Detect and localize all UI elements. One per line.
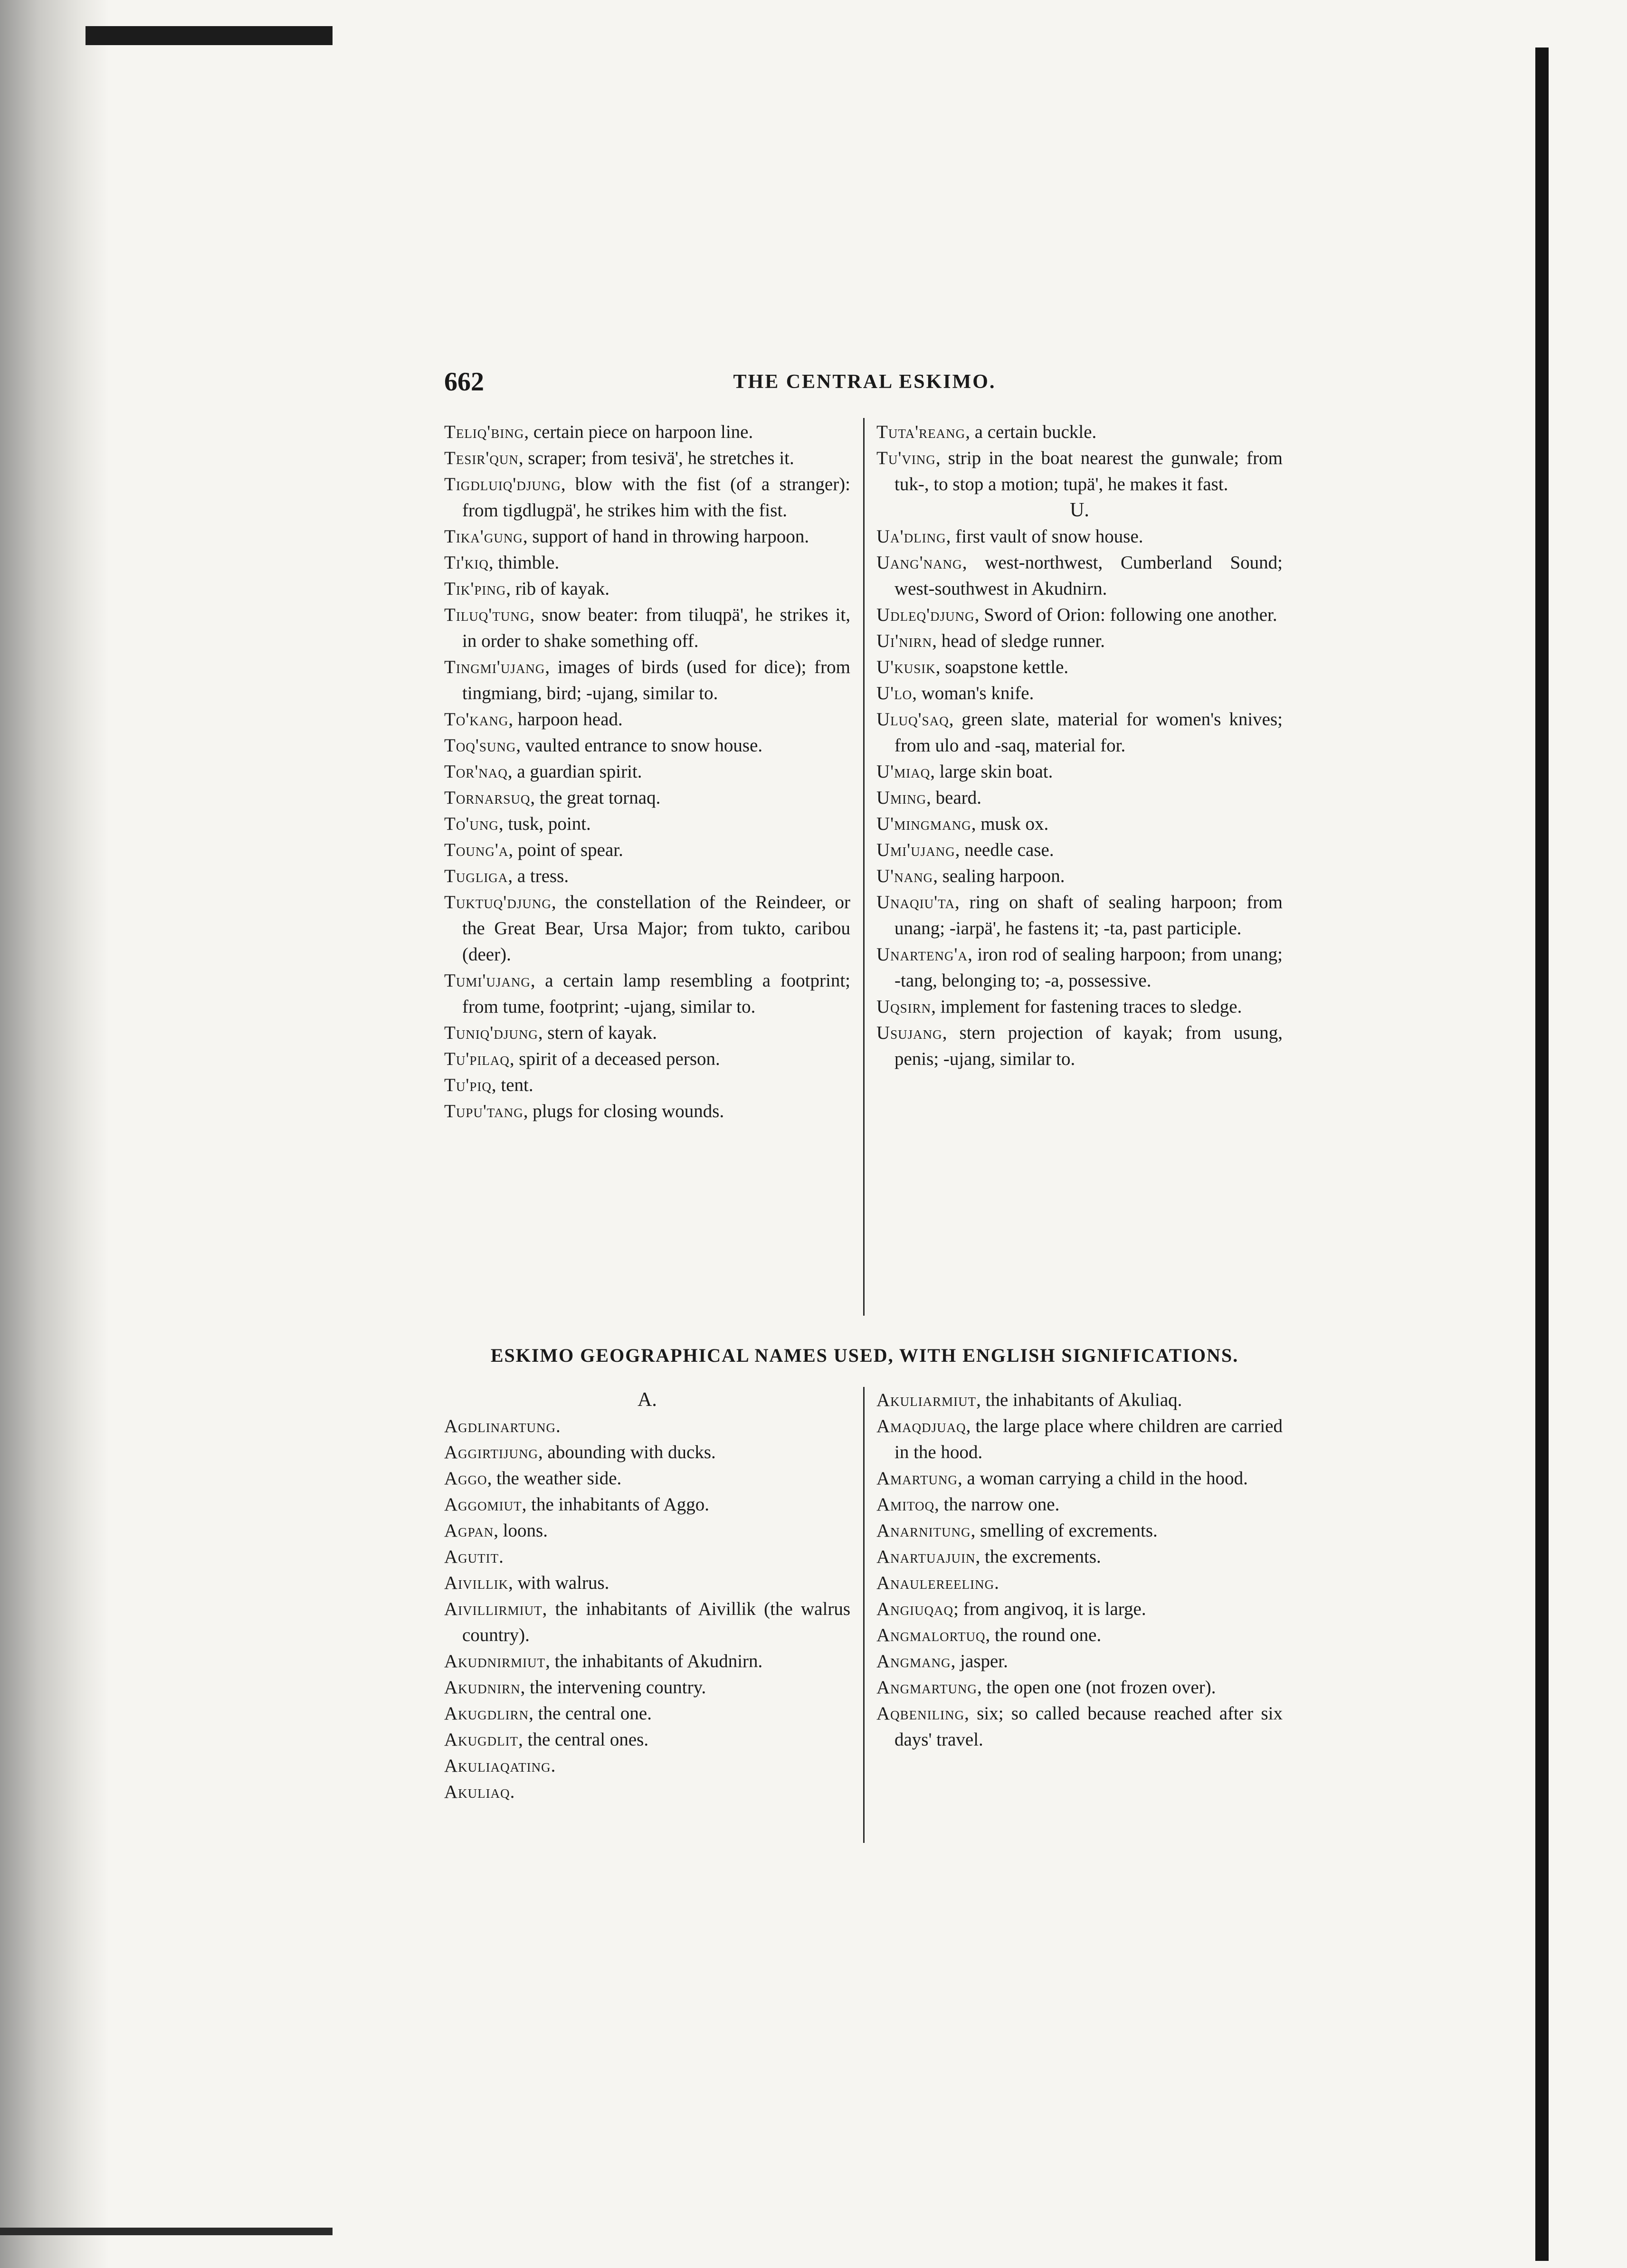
entry-definition: , the intervening country. (520, 1677, 706, 1698)
entry-definition: , point of spear. (508, 840, 623, 860)
entry-definition: , blow with the fist (of a stranger): from tigdlugpä', he strikes him with the fist. (462, 474, 850, 521)
geo-names-right-column (876, 1387, 1283, 1753)
entry-definition: , the inhabitants of Aivillik (the walrus country). (462, 1599, 850, 1645)
entry-definition: , a guardian spirit. (507, 761, 642, 782)
entry-definition: , implement for fastening traces to sledge. (931, 996, 1242, 1017)
dictionary-entry (444, 1700, 850, 1727)
dictionary-entry (444, 785, 850, 811)
entry-headword: Tu'piq (444, 1075, 492, 1095)
dictionary-entry (444, 1544, 850, 1570)
entry-headword: Tuta'reang (876, 422, 966, 442)
dictionary-entry (876, 785, 1283, 811)
dictionary-entry (444, 1098, 850, 1124)
dictionary-entry (444, 576, 850, 602)
entry-definition: , the round one. (985, 1625, 1102, 1645)
entry-definition: . (556, 1416, 561, 1436)
dictionary-entry (444, 706, 850, 732)
entry-headword: Anartuajuin (876, 1547, 976, 1567)
dictionary-entry (444, 889, 850, 968)
dictionary-entry (444, 550, 850, 576)
dictionary-entry (444, 1779, 850, 1805)
entry-definition: , support of hand in throwing harpoon. (523, 526, 809, 547)
entry-definition: . (551, 1756, 556, 1776)
entry-definition: , the inhabitants of Aggo. (522, 1494, 709, 1515)
dictionary-entry (876, 1570, 1283, 1596)
entry-definition: , soapstone kettle. (935, 657, 1069, 677)
dictionary-entry (876, 837, 1283, 863)
page-header (444, 367, 1285, 400)
dictionary-entry (876, 419, 1283, 445)
entry-definition: , abounding with ducks. (538, 1442, 716, 1462)
dictionary-entry (876, 1674, 1283, 1700)
entry-headword: Tingmi'ujang (444, 657, 545, 677)
dictionary-entry (444, 523, 850, 550)
letter-heading-a: A. (637, 1389, 657, 1411)
entry-definition: , a certain buckle. (965, 422, 1097, 442)
dictionary-entry (876, 602, 1283, 628)
entry-headword: Anarnitung (876, 1520, 971, 1541)
entry-definition: , with walrus. (508, 1573, 609, 1593)
dictionary-entry (876, 680, 1283, 706)
dictionary-entry (876, 1622, 1283, 1648)
entry-headword: Udleq'djung (876, 605, 975, 625)
entry-definition: , green slate, material for women's knives; from ulo and -saq, material for. (894, 709, 1283, 756)
entry-headword: Amaqdjuaq (876, 1416, 966, 1436)
dictionary-entry (876, 941, 1283, 994)
entry-headword: Angmang (876, 1651, 951, 1671)
entry-definition: , a woman carrying a child in the hood. (958, 1468, 1248, 1489)
dictionary-entry (444, 1727, 850, 1753)
dictionary-entry (444, 968, 850, 1020)
entry-definition: , jasper. (951, 1651, 1008, 1671)
entry-definition: , snow beater: from tiluqpä', he strikes it, in order to shake something off. (462, 605, 850, 651)
entry-headword: Tiluq'tung (444, 605, 530, 625)
entry-headword: Ua'dling (876, 526, 946, 547)
entry-definition: , large skin boat. (930, 761, 1053, 782)
entry-headword: Toung'a (444, 840, 509, 860)
scan-top-bar (86, 26, 333, 45)
entry-definition: , stern of kayak. (538, 1023, 657, 1043)
entry-headword: Tumi'ujang (444, 970, 531, 991)
entry-definition: , the open one (not frozen over). (977, 1677, 1216, 1698)
running-title: THE CENTRAL ESKIMO. (733, 371, 996, 393)
vocabulary-right-column (876, 419, 1283, 1072)
entry-definition: , the central one. (529, 1703, 652, 1724)
dictionary-entry (444, 1570, 850, 1596)
dictionary-entry (444, 1413, 850, 1439)
dictionary-entry (444, 1020, 850, 1046)
entry-headword: Tu'pilaq (444, 1049, 510, 1069)
entry-definition: , loons. (494, 1520, 548, 1541)
entry-definition: , harpoon head. (508, 709, 623, 730)
dictionary-entry (876, 1544, 1283, 1570)
entry-definition: , scraper; from tesivä', he stretches it. (518, 448, 794, 468)
entry-definition: , a certain lamp resembling a footprint; from tume, footprint; -ujang, similar to. (462, 970, 850, 1017)
dictionary-entry (444, 811, 850, 837)
dictionary-entry (876, 1020, 1283, 1072)
entry-headword: Unarteng'a (876, 944, 968, 965)
dictionary-entry (876, 1465, 1283, 1491)
entry-definition: , certain piece on harpoon line. (524, 422, 753, 442)
entry-definition: , the narrow one. (934, 1494, 1060, 1515)
section-title: ESKIMO GEOGRAPHICAL NAMES USED, WITH ENGLISH SIGNIFICATIONS. (490, 1345, 1239, 1366)
entry-headword: U'nang (876, 866, 933, 886)
dictionary-entry (876, 523, 1283, 550)
entry-headword: Uming (876, 788, 927, 808)
dictionary-entry (876, 1648, 1283, 1674)
entry-definition: , woman's knife. (912, 683, 1034, 703)
entry-headword: Uang'nang (876, 552, 962, 573)
entry-definition: , Sword of Orion: following one another. (974, 605, 1277, 625)
entry-headword: Amitoq (876, 1494, 935, 1515)
entry-headword: Akuliarmiut (876, 1390, 977, 1410)
entry-headword: Aqbeniling (876, 1703, 965, 1724)
entry-headword: Aivillirmiut (444, 1599, 542, 1619)
entry-headword: Tor'naq (444, 761, 508, 782)
entry-definition: , sealing harpoon. (933, 866, 1065, 886)
entry-headword: Agutit (444, 1547, 499, 1567)
dictionary-entry (876, 1700, 1283, 1753)
entry-headword: Aivillik (444, 1573, 509, 1593)
entry-headword: Ui'nirn (876, 631, 932, 651)
page-number: 662 (444, 367, 484, 397)
entry-headword: Uluq'saq (876, 709, 949, 730)
dictionary-entry (444, 1439, 850, 1465)
entry-headword: Akudnirmiut (444, 1651, 546, 1671)
dictionary-entry (876, 889, 1283, 941)
entry-headword: Tuktuq'djung (444, 892, 552, 912)
dictionary-entry (876, 1387, 1283, 1413)
entry-definition: , the central ones. (518, 1729, 649, 1750)
dictionary-entry (444, 1046, 850, 1072)
entry-headword: Toq'sung (444, 735, 516, 756)
entry-definition: , six; so called because reached after six days' travel. (894, 1703, 1283, 1750)
entry-headword: Tugliga (444, 866, 508, 886)
entry-definition: , stern projection of kayak; from usung, penis; -ujang, similar to. (894, 1023, 1283, 1069)
dictionary-entry (444, 837, 850, 863)
entry-headword: Angmartung (876, 1677, 978, 1698)
entry-definition: , needle case. (955, 840, 1054, 860)
entry-definition: , smelling of excrements. (970, 1520, 1158, 1541)
dictionary-entry (444, 1753, 850, 1779)
dictionary-entry (444, 1465, 850, 1491)
entry-definition: , images of birds (used for dice); from tingmiang, bird; -ujang, similar to. (462, 657, 850, 703)
entry-headword: U'miaq (876, 761, 931, 782)
entry-definition: , strip in the boat nearest the gunwale; from tuk-, to stop a motion; tupä', he makes it fast. (894, 448, 1283, 494)
entry-headword: Tuniq'djung (444, 1023, 538, 1043)
entry-definition: , the excrements. (975, 1547, 1101, 1567)
dictionary-entry (444, 863, 850, 889)
entry-definition: , west-northwest, Cumberland Sound; west-southwest in Akudnirn. (894, 552, 1283, 599)
dictionary-entry (444, 1596, 850, 1648)
entry-headword: Tornarsuq (444, 788, 531, 808)
dictionary-entry (444, 1648, 850, 1674)
geo-names-left-column (444, 1387, 850, 1805)
entry-headword: To'ung (444, 814, 499, 834)
entry-definition: , the great tornaq. (530, 788, 661, 808)
dictionary-entry (444, 471, 850, 523)
letter-heading-u: U. (1070, 499, 1089, 521)
entry-definition: , the constellation of the Reindeer, or the Great Bear, Ursa Major; from tukto, caribou (deer). (462, 892, 850, 965)
dictionary-entry (876, 445, 1283, 497)
entry-headword: Tika'gung (444, 526, 523, 547)
dictionary-entry (876, 654, 1283, 680)
entry-definition: . (994, 1573, 999, 1593)
entry-definition: , iron rod of sealing harpoon; from unang; -tang, belonging to; -a, possessive. (894, 944, 1283, 991)
scan-edge-shadow (0, 0, 109, 2268)
column-divider (863, 418, 865, 1316)
scan-right-bar (1535, 47, 1549, 2261)
dictionary-entry (444, 1072, 850, 1098)
dictionary-entry (876, 759, 1283, 785)
entry-headword: Angiuqaq (876, 1599, 954, 1619)
entry-definition: , the weather side. (487, 1468, 622, 1489)
entry-headword: Akugdlit (444, 1729, 519, 1750)
dictionary-entry (876, 1491, 1283, 1518)
entry-definition: , thimble. (488, 552, 560, 573)
dictionary-entry (444, 654, 850, 706)
entry-headword: Agdlinartung (444, 1416, 556, 1436)
entry-definition: , the inhabitants of Akudnirn. (545, 1651, 763, 1671)
entry-definition: , first vault of snow house. (946, 526, 1143, 547)
entry-definition: . (510, 1782, 515, 1802)
dictionary-entry (444, 1491, 850, 1518)
entry-headword: Anaulereeling (876, 1573, 995, 1593)
entry-headword: Tesir'qun (444, 448, 519, 468)
entry-headword: Tupu'tang (444, 1101, 523, 1121)
entry-headword: Aggomiut (444, 1494, 522, 1515)
dictionary-entry (876, 706, 1283, 759)
dictionary-entry (876, 1596, 1283, 1622)
entry-headword: Tu'ving (876, 448, 936, 468)
entry-headword: Akugdlirn (444, 1703, 529, 1724)
dictionary-entry (444, 445, 850, 471)
entry-headword: To'kang (444, 709, 509, 730)
dictionary-entry (444, 732, 850, 759)
dictionary-entry (876, 628, 1283, 654)
entry-headword: Akuliaqating (444, 1756, 551, 1776)
dictionary-entry (444, 1674, 850, 1700)
entry-definition: . (499, 1547, 504, 1567)
entry-headword: U'kusik (876, 657, 936, 677)
entry-definition: , spirit of a deceased person. (509, 1049, 720, 1069)
entry-definition: , tusk, point. (498, 814, 591, 834)
dictionary-entry (444, 1518, 850, 1544)
entry-headword: Tik'ping (444, 579, 506, 599)
dictionary-entry (876, 811, 1283, 837)
dictionary-entry (876, 1413, 1283, 1465)
entry-headword: Teliq'bing (444, 422, 524, 442)
column-divider (863, 1387, 865, 1843)
dictionary-entry (876, 1518, 1283, 1544)
entry-definition: , beard. (926, 788, 982, 808)
entry-headword: U'mingmang (876, 814, 971, 834)
entry-definition: , ring on shaft of sealing harpoon; from unang; -iarpä', he fastens it; -ta, past participle. (894, 892, 1283, 939)
entry-headword: U'lo (876, 683, 913, 703)
vocabulary-left-column (444, 419, 850, 1124)
entry-definition: , a tress. (508, 866, 569, 886)
entry-definition: , the large place where children are carried in the hood. (894, 1416, 1283, 1462)
entry-definition: , the inhabitants of Akuliaq. (976, 1390, 1182, 1410)
dictionary-entry (444, 759, 850, 785)
entry-headword: Angmalortuq (876, 1625, 986, 1645)
entry-definition: , vaulted entrance to snow house. (516, 735, 763, 756)
entry-definition: , rib of kayak. (506, 579, 610, 599)
entry-headword: Unaqiu'ta (876, 892, 955, 912)
entry-definition: , plugs for closing wounds. (523, 1101, 724, 1121)
dictionary-entry (876, 863, 1283, 889)
dictionary-entry (444, 419, 850, 445)
entry-definition: ; from angivoq, it is large. (953, 1599, 1146, 1619)
entry-headword: Umi'ujang (876, 840, 955, 860)
entry-headword: Aggo (444, 1468, 487, 1489)
entry-definition: , tent. (491, 1075, 533, 1095)
entry-headword: Akudnirn (444, 1677, 521, 1698)
entry-headword: Usujang (876, 1023, 942, 1043)
entry-headword: Aggirtijung (444, 1442, 539, 1462)
entry-headword: Amartung (876, 1468, 958, 1489)
entry-headword: Ti'kiq (444, 552, 489, 573)
scan-bottom-bar (0, 2228, 333, 2235)
dictionary-entry (876, 550, 1283, 602)
entry-headword: Tigdluiq'djung (444, 474, 561, 494)
entry-headword: Agpan (444, 1520, 494, 1541)
entry-headword: Akuliaq (444, 1782, 510, 1802)
entry-definition: , head of sledge runner. (932, 631, 1105, 651)
entry-headword: Uqsirn (876, 996, 932, 1017)
dictionary-entry (444, 602, 850, 654)
dictionary-entry (876, 994, 1283, 1020)
entry-definition: , musk ox. (971, 814, 1049, 834)
